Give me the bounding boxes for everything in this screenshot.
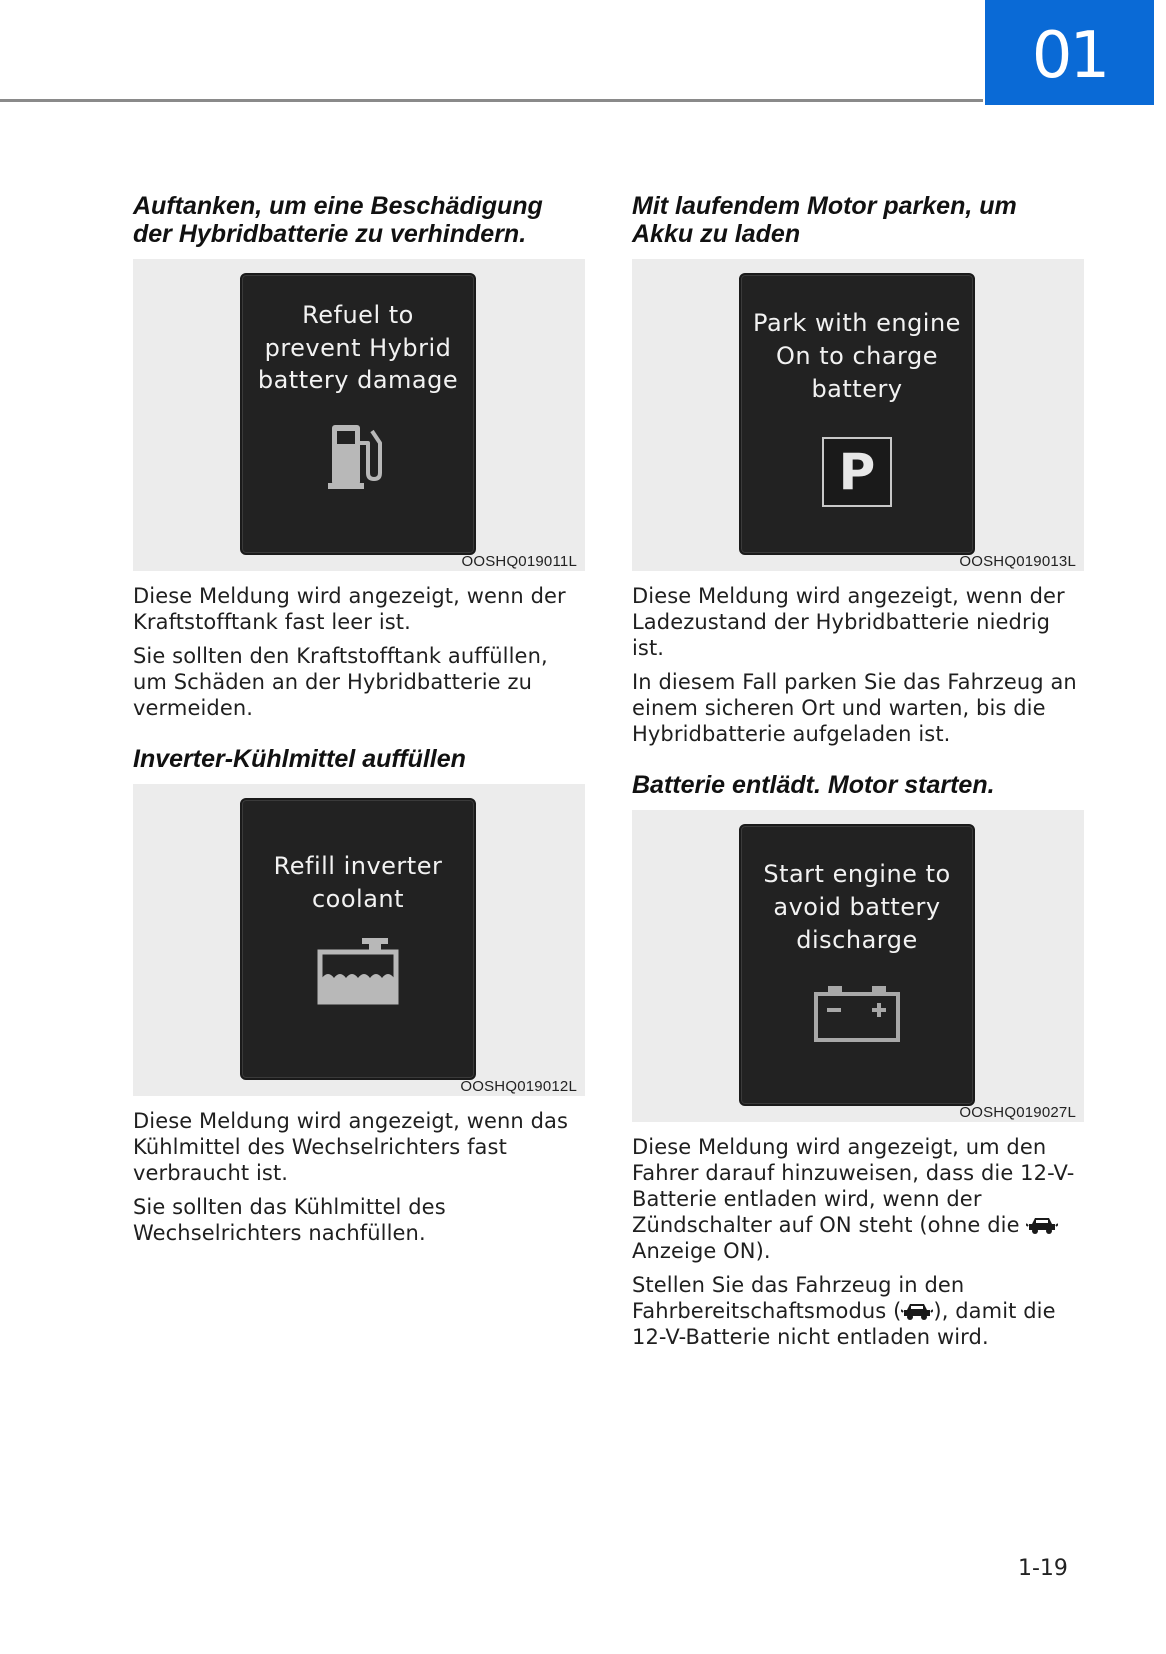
paragraph-text: ), damit die 12-V-Batterie nicht entladen wird. [632, 1299, 1056, 1349]
section-title: Inverter-Kühlmittel auffüllen [133, 745, 466, 773]
cluster-display [739, 824, 975, 1106]
right-column [632, 192, 1084, 1350]
page-number: 1-19 [1018, 1556, 1068, 1581]
chapter-tab [985, 0, 1154, 105]
paragraph [632, 1134, 1084, 1264]
ready-car-icon [901, 1301, 933, 1321]
figure [632, 810, 1084, 1122]
paragraph: In diesem Fall parken Sie das Fahrzeug an einem sicheren Ort und warten, bis die Hybridbatterie aufgeladen ist. [632, 670, 1077, 746]
section-park-charge [632, 192, 1084, 747]
left-column [133, 192, 585, 1246]
display-line: Refuel to [302, 301, 414, 329]
figure-code: OOSHQ019013L [959, 553, 1076, 570]
section-title: Batterie entlädt. Motor starten. [632, 771, 995, 799]
section-inverter-coolant [133, 745, 585, 1246]
header-rule [0, 99, 983, 102]
paragraph [632, 1272, 1084, 1350]
paragraph: Diese Meldung wird angezeigt, wenn der Kraftstofftank fast leer ist. [133, 584, 566, 634]
cluster-display [240, 798, 476, 1080]
paragraph-text: Anzeige ON). [632, 1239, 771, 1263]
figure-code: OOSHQ019011L [461, 553, 577, 570]
cluster-display [240, 273, 476, 555]
battery-icon [812, 984, 902, 1044]
figure-code: OOSHQ019012L [460, 1078, 577, 1095]
cluster-display [739, 273, 975, 555]
figure [133, 784, 585, 1096]
display-line: coolant [311, 885, 405, 913]
paragraph: Diese Meldung wird angezeigt, wenn das Kühlmittel des Wechselrichters fast verbraucht ist. [133, 1109, 569, 1185]
display-line: prevent Hybrid [264, 334, 452, 362]
paragraph-text: Diese Meldung wird angezeigt, um den Fahrer darauf hinzuweisen, dass die 12-V-Batterie entladen wird, wenn der Zündschalter auf ON steht (ohne die [632, 1135, 1075, 1237]
paragraph: Diese Meldung wird angezeigt, wenn der Ladezustand der Hybridbatterie niedrig ist. [632, 584, 1065, 660]
ready-car-icon [1026, 1215, 1058, 1235]
section-refuel [133, 192, 585, 721]
display-line: battery [811, 375, 903, 403]
paragraph: Sie sollten den Kraftstofftank auffüllen, um Schäden an der Hybridbatterie zu vermeiden. [133, 644, 548, 720]
figure [133, 259, 585, 571]
display-line: Start engine to [763, 860, 951, 888]
display-line: Refill inverter [273, 852, 443, 880]
paragraph-text: Stellen Sie das Fahrzeug in den Fahrbereitschaftsmodus ( [632, 1273, 965, 1323]
figure-code: OOSHQ019027L [959, 1104, 1076, 1121]
display-line: On to charge [775, 342, 938, 370]
display-line: discharge [796, 926, 918, 954]
coolant-reservoir-icon [316, 936, 400, 1006]
display-line: avoid battery [773, 893, 941, 921]
park-p-icon: P [822, 437, 892, 507]
section-title: Auftanken, um eine Beschädigung der Hybridbatterie zu verhindern. [133, 192, 543, 248]
chapter-number: 01 [1031, 18, 1108, 93]
fuel-pump-icon [326, 421, 390, 491]
paragraph: Sie sollten das Kühlmittel des Wechselrichters nachfüllen. [133, 1195, 446, 1245]
section-title: Mit laufendem Motor parken, um Akku zu laden [632, 192, 1017, 248]
display-line: Park with engine [753, 309, 961, 337]
figure [632, 259, 1084, 571]
display-line: battery damage [257, 366, 459, 394]
section-battery-discharge [632, 771, 1084, 1350]
